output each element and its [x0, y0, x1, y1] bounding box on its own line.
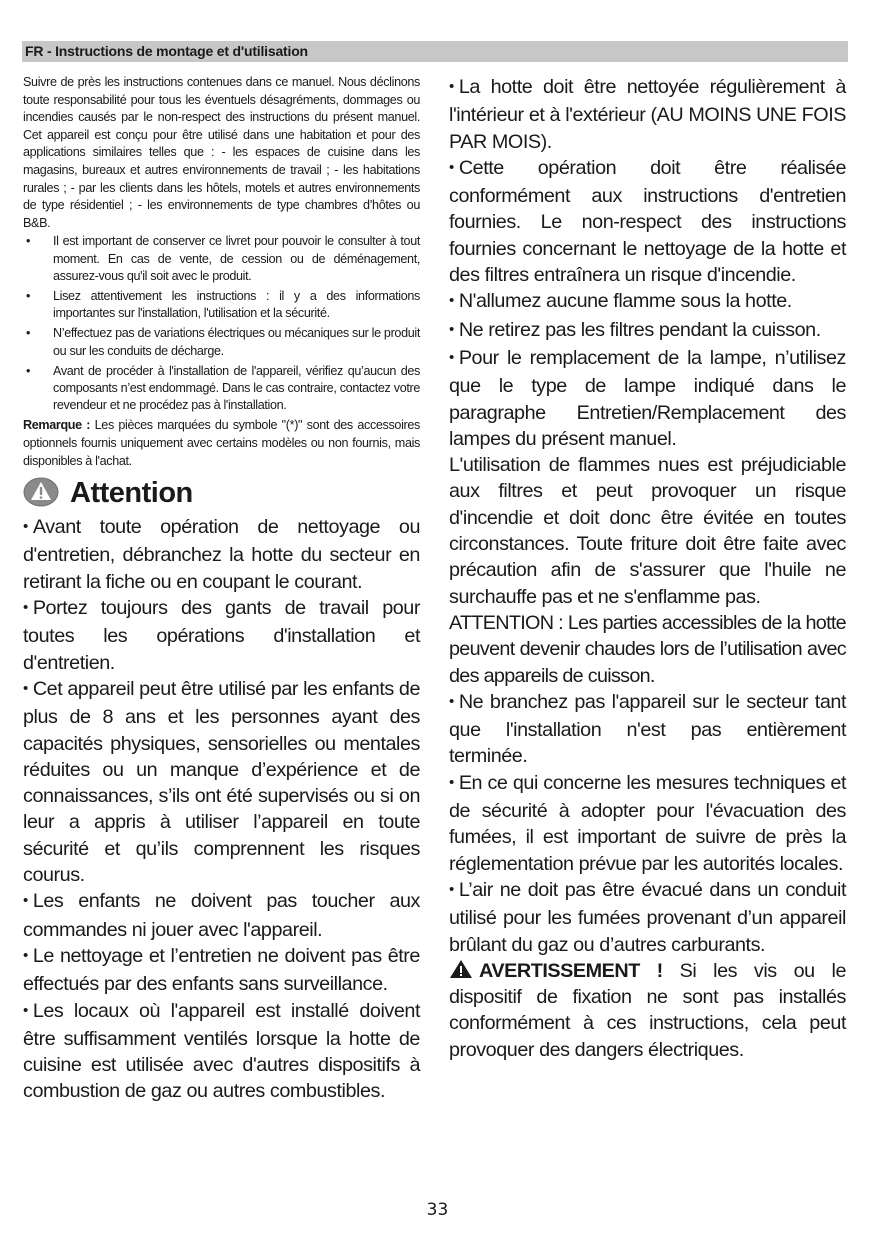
- intro-bullet: • N’effectuez pas de variations électriques ou mécaniques sur le produit ou sur les conduits de décharge.: [23, 325, 420, 359]
- warning-circle-icon: [23, 477, 59, 507]
- page-number: 33: [426, 1200, 449, 1220]
- warning-text: Si les vis ou le dispositif de fixation ne sont pas installés conformément à ces instructions, cela peut provoquer des dangers électriques.: [449, 959, 846, 1061]
- attention-item: • Portez toujours des gants de travail pour toutes les opérations d'installation et d'entretien.: [23, 597, 420, 674]
- attention-item: • Les locaux où l'appareil est installé doivent être suffisamment ventilés lorsque la hotte de cuisine est utilisée avec d'autres dispositifs à combustion de gaz ou autres combustibles.: [23, 999, 420, 1103]
- intro-bullet-list: [23, 233, 420, 414]
- intro-bullet: • Lisez attentivement les instructions : il y a des informations importantes sur l'installation, l'utilisation et la sécurité.: [23, 288, 420, 322]
- right-column: [449, 74, 846, 1063]
- left-column: [23, 74, 420, 1105]
- attention-item: • En ce qui concerne les mesures techniques et de sécurité à adopter pour l'évacuation des fumées, il est important de suivre de près la réglementation prévue par les autorités locales.: [449, 771, 846, 875]
- warning-triangle-icon: [449, 959, 473, 979]
- intro-bullet: • Avant de procéder à l'installation de l'appareil, vérifiez qu’aucun des composants n’est endommagé. Dans le cas contraire, contactez votre revendeur et ne procédez pas à l'installation.: [23, 363, 420, 415]
- section-header-bar: [22, 41, 848, 62]
- remark-label: Remarque :: [23, 418, 91, 433]
- section-title: FR - Instructions de montage et d'utilisation: [25, 43, 308, 59]
- attention-item: • L’air ne doit pas être évacué dans un conduit utilisé pour les fumées provenant d’un appareil brûlant du gaz ou d’autres carburants.: [449, 878, 846, 956]
- attention-item: • Ne branchez pas l'appareil sur le secteur tant que l'installation n'est pas entièrement terminée.: [449, 690, 846, 768]
- attention-item: • Ne retirez pas les filtres pendant la cuisson.: [449, 318, 821, 341]
- attention-item: • N'allumez aucune flamme sous la hotte.: [449, 290, 792, 313]
- flames-paragraph: L'utilisation de flammes nues est préjudiciable aux filtres et peut provoquer un risque d'incendie et doit donc être évitée en toutes circonstances. Toute friture doit être faite avec précaution afin de s'assurer que l'huile ne surchauffe pas et ne s'enflamme pas.: [449, 454, 846, 608]
- remark-paragraph: [23, 417, 420, 470]
- attention-title: Attention: [70, 477, 193, 510]
- intro-paragraph: Suivre de près les instructions contenues dans ce manuel. Nous déclinons toute responsabilité pour tous les éventuels désagréments, dommages ou incendies causés par le non-respect des instructions du présent manuel. Cet appareil est conçu pour être utilisé dans une habitation et pour des applications similaires telles que : - les espaces de cuisine dans les magasins, bureaux et autres environnements de travail ; - les habitations rurales ; - par les clients dans les hôtels, motels et autres environnements de type résidentiel ; - les environnements de type chambres d’hôtes ou B&B.: [23, 75, 420, 230]
- warning-paragraph: [449, 958, 846, 1063]
- remark-text: Les pièces marquées du symbole "(*)" sont des accessoires optionnels fournis uniquement avec certains modèles ou non fournis, mais disponibles à l'achat.: [23, 418, 420, 468]
- warning-label: AVERTISSEMENT !: [479, 959, 663, 982]
- attention-item: • Le nettoyage et l’entretien ne doivent pas être effectués par des enfants sans surveillance.: [23, 944, 420, 996]
- attention-item: • Pour le remplacement de la lampe, n’utilisez que le type de lampe indiqué dans le paragraphe Entretien/Remplacement des lampes du présent manuel.: [449, 346, 846, 450]
- attention-item: • Cette opération doit être réalisée conformément aux instructions d'entretien fournies. Le non-respect des instructions fournies concernant le nettoyage de la hotte et des filtres entraînera un risque d'incendie.: [449, 156, 846, 287]
- attention-item: • Les enfants ne doivent pas toucher aux commandes ni jouer avec l'appareil.: [23, 890, 420, 941]
- intro-bullet: • Il est important de conserver ce livret pour pouvoir le consulter à tout moment. En cas de vente, de cession ou de déménagement, assurez-vous qu'il soit avec le produit.: [23, 233, 420, 285]
- attention-item: • La hotte doit être nettoyée régulièrement à l'intérieur et à l'extérieur (AU MOINS UNE FOIS PAR MOIS).: [449, 76, 846, 153]
- attention-item: • Avant toute opération de nettoyage ou d'entretien, débranchez la hotte du secteur en retirant la fiche ou en coupant le courant.: [23, 516, 420, 593]
- attention-item: • Cet appareil peut être utilisé par les enfants de plus de 8 ans et les personnes ayant des capacités physiques, sensorielles ou mentales réduites ou un manque d’expérience et de connaissances, s’ils ont été supervisés ou si on leur a appris à utiliser l’appareil en toute sécurité et qu’ils comprennent les risques courus.: [23, 677, 420, 887]
- attention-heading: [23, 474, 420, 514]
- hot-parts-paragraph: ATTENTION : Les parties accessibles de la hotte peuvent devenir chaudes lors de l’utilisation avec des appareils de cuisson.: [449, 611, 846, 687]
